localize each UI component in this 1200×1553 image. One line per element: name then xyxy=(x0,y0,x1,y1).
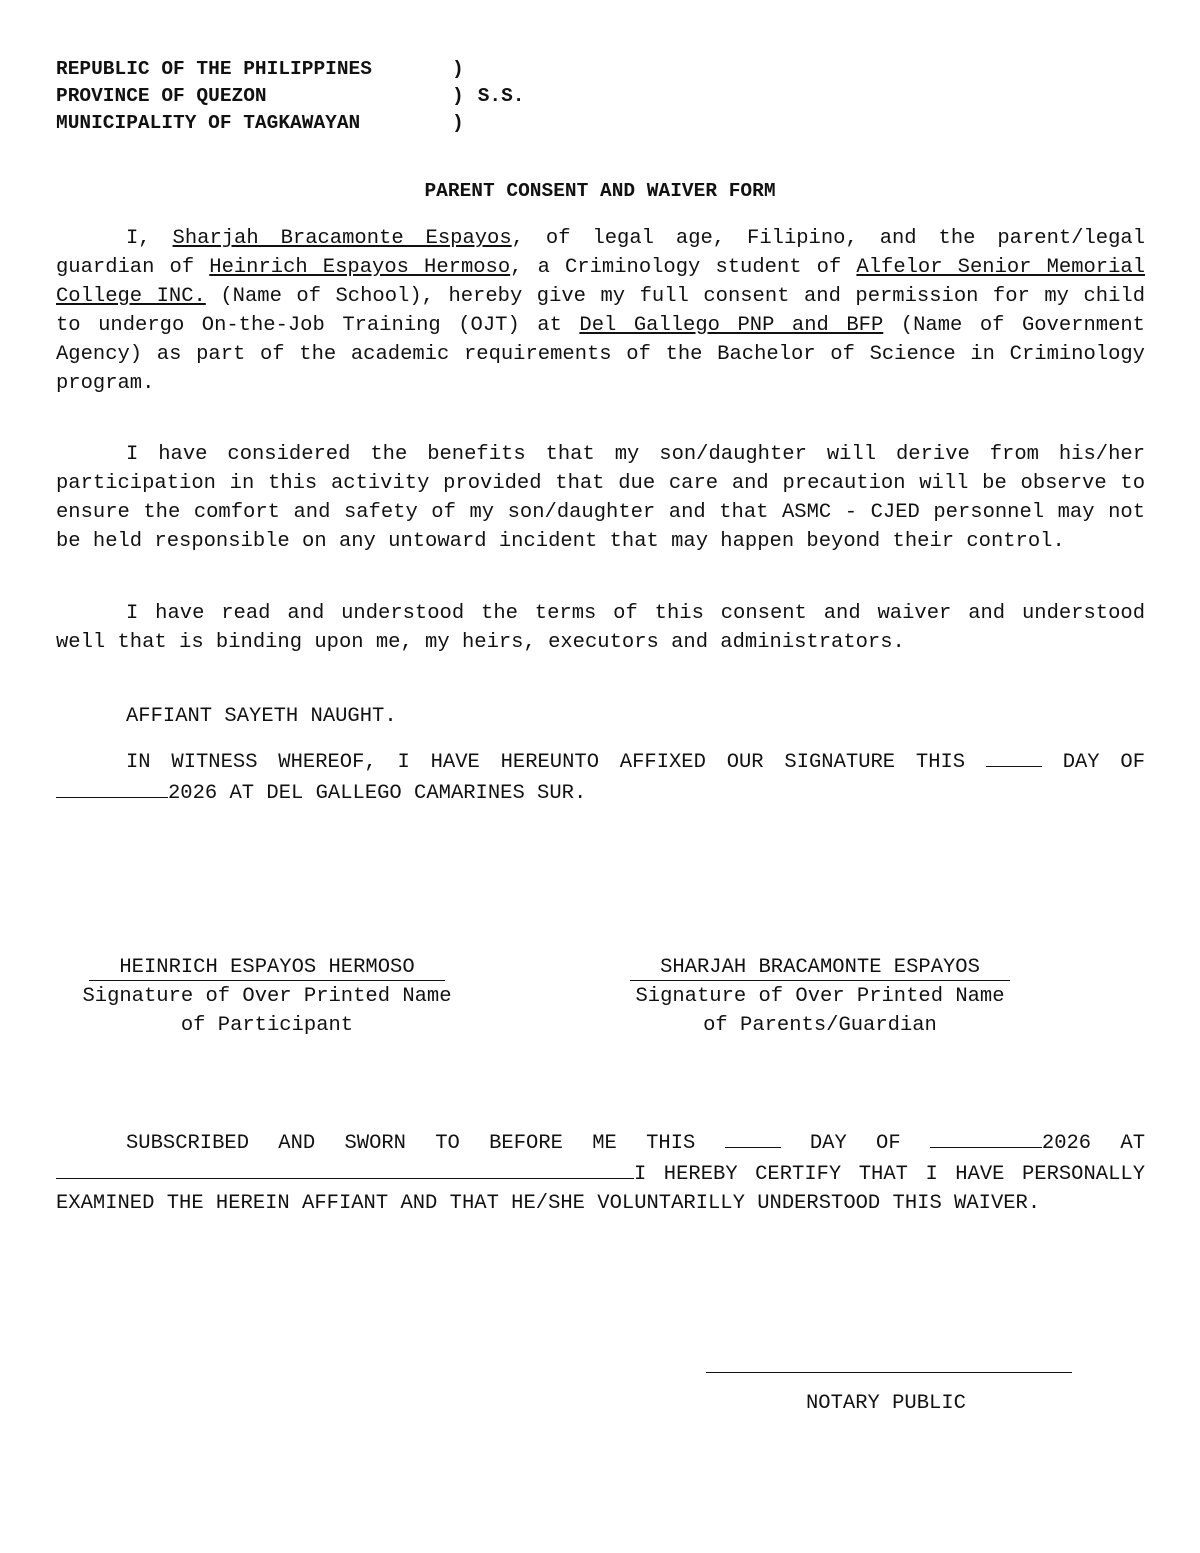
text: IN WITNESS WHEREOF, I HAVE HEREUNTO AFFIXED OUR SIGNATURE THIS xyxy=(126,751,986,774)
signature-caption: of Participant xyxy=(180,1014,354,1037)
venue-paren: ) xyxy=(452,85,464,107)
document-title: PARENT CONSENT AND WAIVER FORM xyxy=(424,180,776,202)
school-field: Alfelor Senior Memorial College INC. xyxy=(56,256,1146,308)
paragraph-understanding: I have read and understood the terms of this consent and waiver and understood well that is binding upon me, my heirs, executors and administrators. xyxy=(56,602,1145,654)
text: (Name of School), hereby give my full consent and permission for my child to undergo On-the-Job Training (OJT) at xyxy=(56,285,1145,337)
notary-public-label xyxy=(706,1392,1200,1415)
text: I, xyxy=(126,227,173,250)
text: SUBSCRIBED AND SWORN TO BEFORE ME THIS xyxy=(126,1132,725,1155)
month-blank xyxy=(56,777,168,798)
venue-line-province xyxy=(56,83,525,110)
venue-label: PROVINCE OF QUEZON xyxy=(56,85,267,107)
paragraph-witness xyxy=(56,746,1145,808)
parent-printed-name: SHARJAH BRACAMONTE ESPAYOS xyxy=(630,956,1010,981)
paragraph-affiant: AFFIANT SAYETH NAUGHT. xyxy=(126,705,397,728)
paragraph-consent xyxy=(56,224,1145,398)
venue-line-republic xyxy=(56,56,525,83)
notary-label: NOTARY PUBLIC xyxy=(806,1392,966,1415)
participant-printed-name: HEINRICH ESPAYOS HERMOSO xyxy=(89,956,444,981)
paragraph-benefits: I have considered the benefits that my son/daughter will derive from his/her participation in this activity provided that due care and precaution will be observe to ensure the comfort and safety of my son/daughter and that ASMC - CJED personnel may not be held responsible on any untoward incident that may happen beyond their control. xyxy=(56,443,1145,553)
venue-paren: ) xyxy=(452,112,464,134)
text: I HEREBY CERTIFY THAT I HAVE PERSONALLY EXAMINED THE HEREIN AFFIANT AND THAT HE/SHE VOLUNTARILLY UNDERSTOOD THIS WAIVER. xyxy=(56,1163,1145,1215)
day-blank xyxy=(986,746,1042,767)
venue-paren: ) xyxy=(452,58,464,80)
signature-caption: Signature of Over Printed Name xyxy=(635,985,1005,1008)
text: 2026 AT xyxy=(1041,1132,1145,1155)
venue-line-municipality xyxy=(56,110,525,137)
text: , a Criminology student of xyxy=(510,256,857,279)
agency-field: Del Gallego PNP and BFP xyxy=(579,314,884,337)
signature-caption: Signature of Over Printed Name xyxy=(82,985,452,1008)
text: DAY OF xyxy=(780,1132,930,1155)
signature-parent xyxy=(604,953,1036,1040)
paragraph-sworn xyxy=(56,1127,1145,1218)
venue-label: MUNICIPALITY OF TAGKAWAYAN xyxy=(56,112,361,134)
place-blank xyxy=(56,1158,634,1179)
text: (Name of Government Agency) as part of the academic requirements of the Bachelor of Science in Criminology program. xyxy=(56,314,1145,395)
signature-caption: of Parents/Guardian xyxy=(703,1014,937,1037)
text: 2026 AT DEL GALLEGO CAMARINES SUR. xyxy=(168,782,587,805)
month-blank xyxy=(930,1127,1042,1148)
venue-block xyxy=(56,56,525,137)
signature-participant xyxy=(52,953,482,1040)
venue-ss: S.S. xyxy=(477,85,525,107)
venue-label: REPUBLIC OF THE PHILIPPINES xyxy=(56,58,372,80)
day-blank xyxy=(725,1127,781,1148)
notary-signature-line xyxy=(706,1372,1072,1373)
child-name-field: Heinrich Espayos Hermoso xyxy=(209,256,511,279)
text: , of legal age, Filipino, and the parent/legal guardian of xyxy=(56,227,1145,279)
parent-name-field: Sharjah Bracamonte Espayos xyxy=(172,227,512,250)
text: DAY OF xyxy=(1041,751,1145,774)
